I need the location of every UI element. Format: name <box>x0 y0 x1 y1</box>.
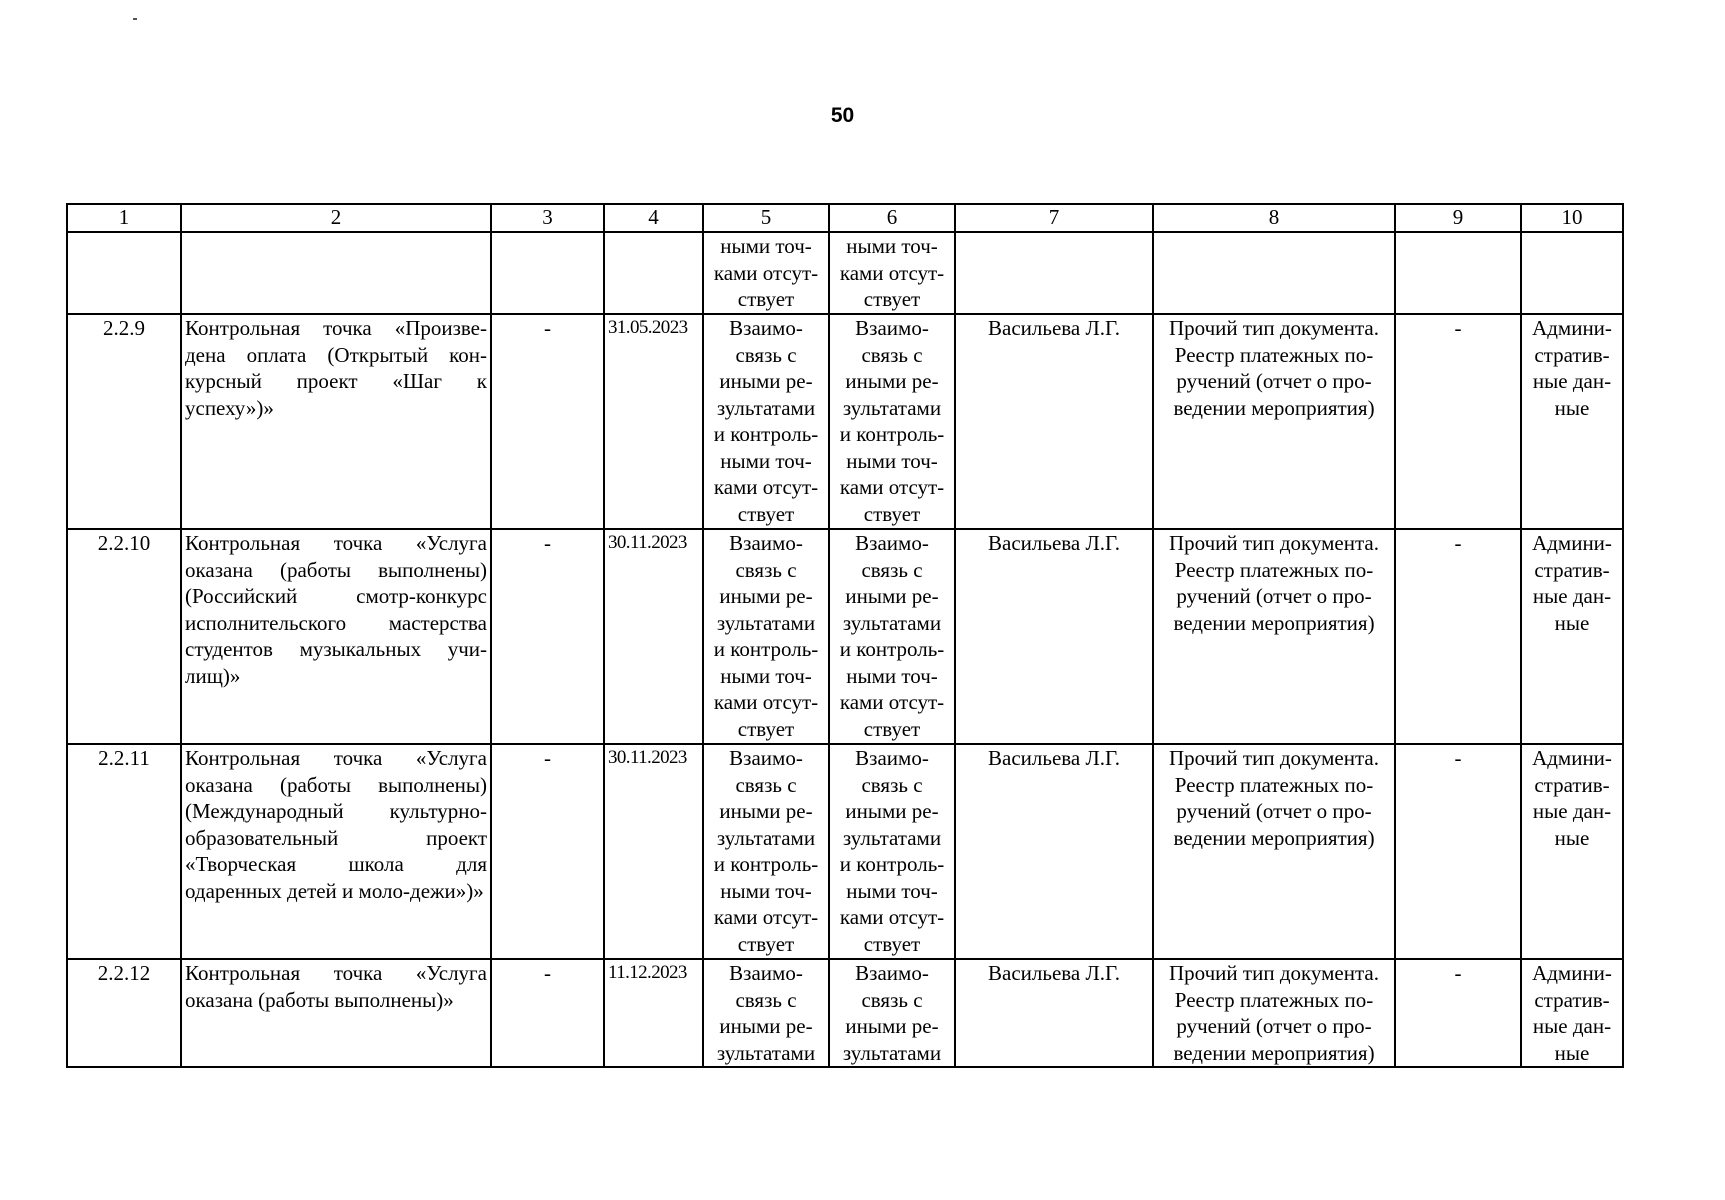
responsible-person: Васильева Л.Г. <box>955 314 1153 529</box>
control-point-name: Контрольная точка «Услуга оказана (работы выполнены)» <box>181 959 491 1067</box>
col9-value: - <box>1395 959 1521 1067</box>
relation-text: Взаимо- связь с иными ре- зультатами и контроль- ными точ- ками отсут- ствует <box>703 529 829 744</box>
responsible-person: Васильева Л.Г. <box>955 959 1153 1067</box>
relation-text: Взаимо- связь с иными ре- зультатами и контроль- ными точ- ками отсут- ствует <box>829 529 955 744</box>
cont-cell-7 <box>955 232 1153 314</box>
document-type: Прочий тип документа. Реестр платежных по- ручений (отчет о про- ведении мероприятия) <box>1153 529 1395 744</box>
header-col-1: 1 <box>67 204 181 232</box>
data-source: Админи- стратив- ные дан- ные <box>1521 314 1623 529</box>
document-type: Прочий тип документа. Реестр платежных по- ручений (отчет о про- ведении мероприятия) <box>1153 744 1395 959</box>
continuation-row <box>67 232 1623 314</box>
col3-value: - <box>491 314 604 529</box>
header-col-9: 9 <box>1395 204 1521 232</box>
cont-cell-5: ными точ- ками отсут- ствует <box>703 232 829 314</box>
relation-text: Взаимо- связь с иными ре- зультатами <box>703 959 829 1067</box>
col9-value: - <box>1395 314 1521 529</box>
data-source: Админи- стратив- ные дан- ные <box>1521 744 1623 959</box>
header-col-7: 7 <box>955 204 1153 232</box>
col3-value: - <box>491 744 604 959</box>
due-date: 11.12.2023 <box>604 959 703 1067</box>
scan-speck <box>133 18 137 20</box>
control-points-table <box>66 203 1624 1068</box>
cont-cell-3 <box>491 232 604 314</box>
cont-cell-6: ными точ- ками отсут- ствует <box>829 232 955 314</box>
responsible-person: Васильева Л.Г. <box>955 744 1153 959</box>
col3-value: - <box>491 529 604 744</box>
responsible-person: Васильева Л.Г. <box>955 529 1153 744</box>
document-type: Прочий тип документа. Реестр платежных по- ручений (отчет о про- ведении мероприятия) <box>1153 959 1395 1067</box>
table-row <box>67 314 1623 529</box>
col9-value: - <box>1395 744 1521 959</box>
header-col-10: 10 <box>1521 204 1623 232</box>
header-col-2: 2 <box>181 204 491 232</box>
due-date: 30.11.2023 <box>604 744 703 959</box>
control-point-name: Контрольная точка «Произве-дена оплата (Открытый кон-курсный проект «Шаг к успеху»)» <box>181 314 491 529</box>
due-date: 30.11.2023 <box>604 529 703 744</box>
header-col-4: 4 <box>604 204 703 232</box>
due-date: 31.05.2023 <box>604 314 703 529</box>
cont-cell-1 <box>67 232 181 314</box>
cont-cell-10 <box>1521 232 1623 314</box>
cont-cell-2 <box>181 232 491 314</box>
cont-cell-4 <box>604 232 703 314</box>
relation-text: Взаимо- связь с иными ре- зультатами и контроль- ными точ- ками отсут- ствует <box>703 744 829 959</box>
table-row <box>67 959 1623 1067</box>
header-col-8: 8 <box>1153 204 1395 232</box>
data-source: Админи- стратив- ные дан- ные <box>1521 959 1623 1067</box>
row-number: 2.2.11 <box>67 744 181 959</box>
row-number: 2.2.12 <box>67 959 181 1067</box>
relation-text: Взаимо- связь с иными ре- зультатами и контроль- ными точ- ками отсут- ствует <box>829 314 955 529</box>
relation-text: Взаимо- связь с иными ре- зультатами и контроль- ными точ- ками отсут- ствует <box>703 314 829 529</box>
control-point-name: Контрольная точка «Услуга оказана (работы выполнены) (Российский смотр-конкурс исполнительского мастерства студентов музыкальных учи-лищ)» <box>181 529 491 744</box>
cont-cell-9 <box>1395 232 1521 314</box>
row-number: 2.2.9 <box>67 314 181 529</box>
table-row <box>67 529 1623 744</box>
col3-value: - <box>491 959 604 1067</box>
header-row <box>67 204 1623 232</box>
relation-text: Взаимо- связь с иными ре- зультатами <box>829 959 955 1067</box>
page-number: 50 <box>830 104 855 127</box>
data-source: Админи- стратив- ные дан- ные <box>1521 529 1623 744</box>
col9-value: - <box>1395 529 1521 744</box>
header-col-6: 6 <box>829 204 955 232</box>
cont-cell-8 <box>1153 232 1395 314</box>
relation-text: Взаимо- связь с иными ре- зультатами и контроль- ными точ- ками отсут- ствует <box>829 744 955 959</box>
row-number: 2.2.10 <box>67 529 181 744</box>
document-type: Прочий тип документа. Реестр платежных по- ручений (отчет о про- ведении мероприятия) <box>1153 314 1395 529</box>
control-point-name: Контрольная точка «Услуга оказана (работы выполнены) (Международный культурно-образовательный проект «Творческая школа для одаренных детей и моло-дежи»)» <box>181 744 491 959</box>
table-row <box>67 744 1623 959</box>
header-col-3: 3 <box>491 204 604 232</box>
header-col-5: 5 <box>703 204 829 232</box>
